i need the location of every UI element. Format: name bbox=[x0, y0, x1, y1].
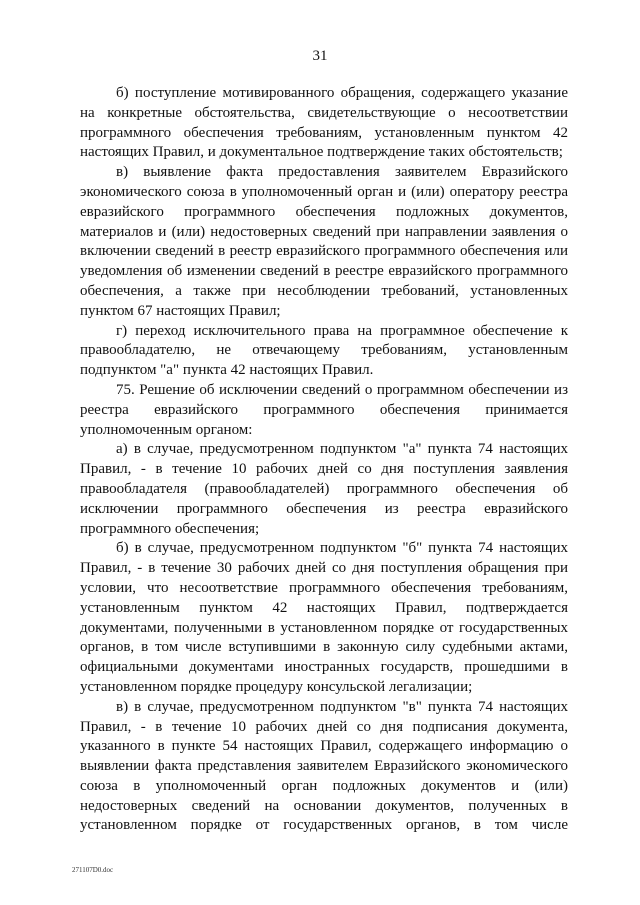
paragraph-75a: а) в случае, предусмотренном подпунктом "а" пункта 74 настоящих Правил, - в течение 10 рабочих дней со дня поступления заявления правообладателя (правообладателей) программного обеспечения об исключении программного обеспечения из реестра евразийского программного обеспечения; bbox=[80, 441, 568, 537]
paragraph-74g: г) переход исключительного права на программное обеспечение к правообладателю, не отвечающему требованиям, установленным подпунктом "а" пункта 42 настоящих Правил. bbox=[80, 322, 568, 379]
page-number: 31 bbox=[312, 48, 328, 64]
footer-filename: 271107D0.doc bbox=[72, 866, 114, 874]
paragraph-75b: б) в случае, предусмотренном подпунктом "б" пункта 74 настоящих Правил, - в течение 30 рабочих дней со дня поступления обращения при условии, что несоответствие программного обеспечения требованиям, установленным пунктом 42 настоящих Правил, подтверждается документами, полученными в установленном порядке от государственных органов, в том числе вступившими в законную силу судебными актами, официальными документами иностранных государств, прошедшими в установленном порядке процедуру консульской легализации; bbox=[80, 540, 568, 695]
paragraph-74v: в) выявление факта предоставления заявителем Евразийского экономического союза в уполномоченный орган и (или) оператору реестра евразийского программного обеспечения подложных документов, материалов и (или) недостоверных сведений при направлении заявления о включении сведений в реестр евразийского программного обеспечения или уведомления об изменении сведений в реестре евразийского программного обеспечения, а также при несоблюдении требований, установленных пунктом 67 настоящих Правил; bbox=[80, 164, 568, 319]
paragraph-75: 75. Решение об исключении сведений о программном обеспечении из реестра евразийского программного обеспечения принимается уполномоченным органом: bbox=[80, 381, 568, 438]
paragraph-75v: в) в случае, предусмотренном подпунктом "в" пункта 74 настоящих Правил, - в течение 10 рабочих дней со дня подписания документа, указанного в пункте 54 настоящих Правил, содержащего информацию о выявлении факта представления заявителем Евразийского экономического союза в уполномоченный орган подложных документов и (или) недостоверных сведений на основании документов, полученных в установленном порядке от государственных органов, в том числе bbox=[80, 698, 568, 834]
paragraph-74b: б) поступление мотивированного обращения, содержащего указание на конкретные обстоятельства, свидетельствующие о несоответствии программного обеспечения требованиям, установленным пунктом 42 настоящих Правил, и документальное подтверждение таких обстоятельств; bbox=[80, 85, 568, 161]
document-body bbox=[80, 84, 568, 836]
